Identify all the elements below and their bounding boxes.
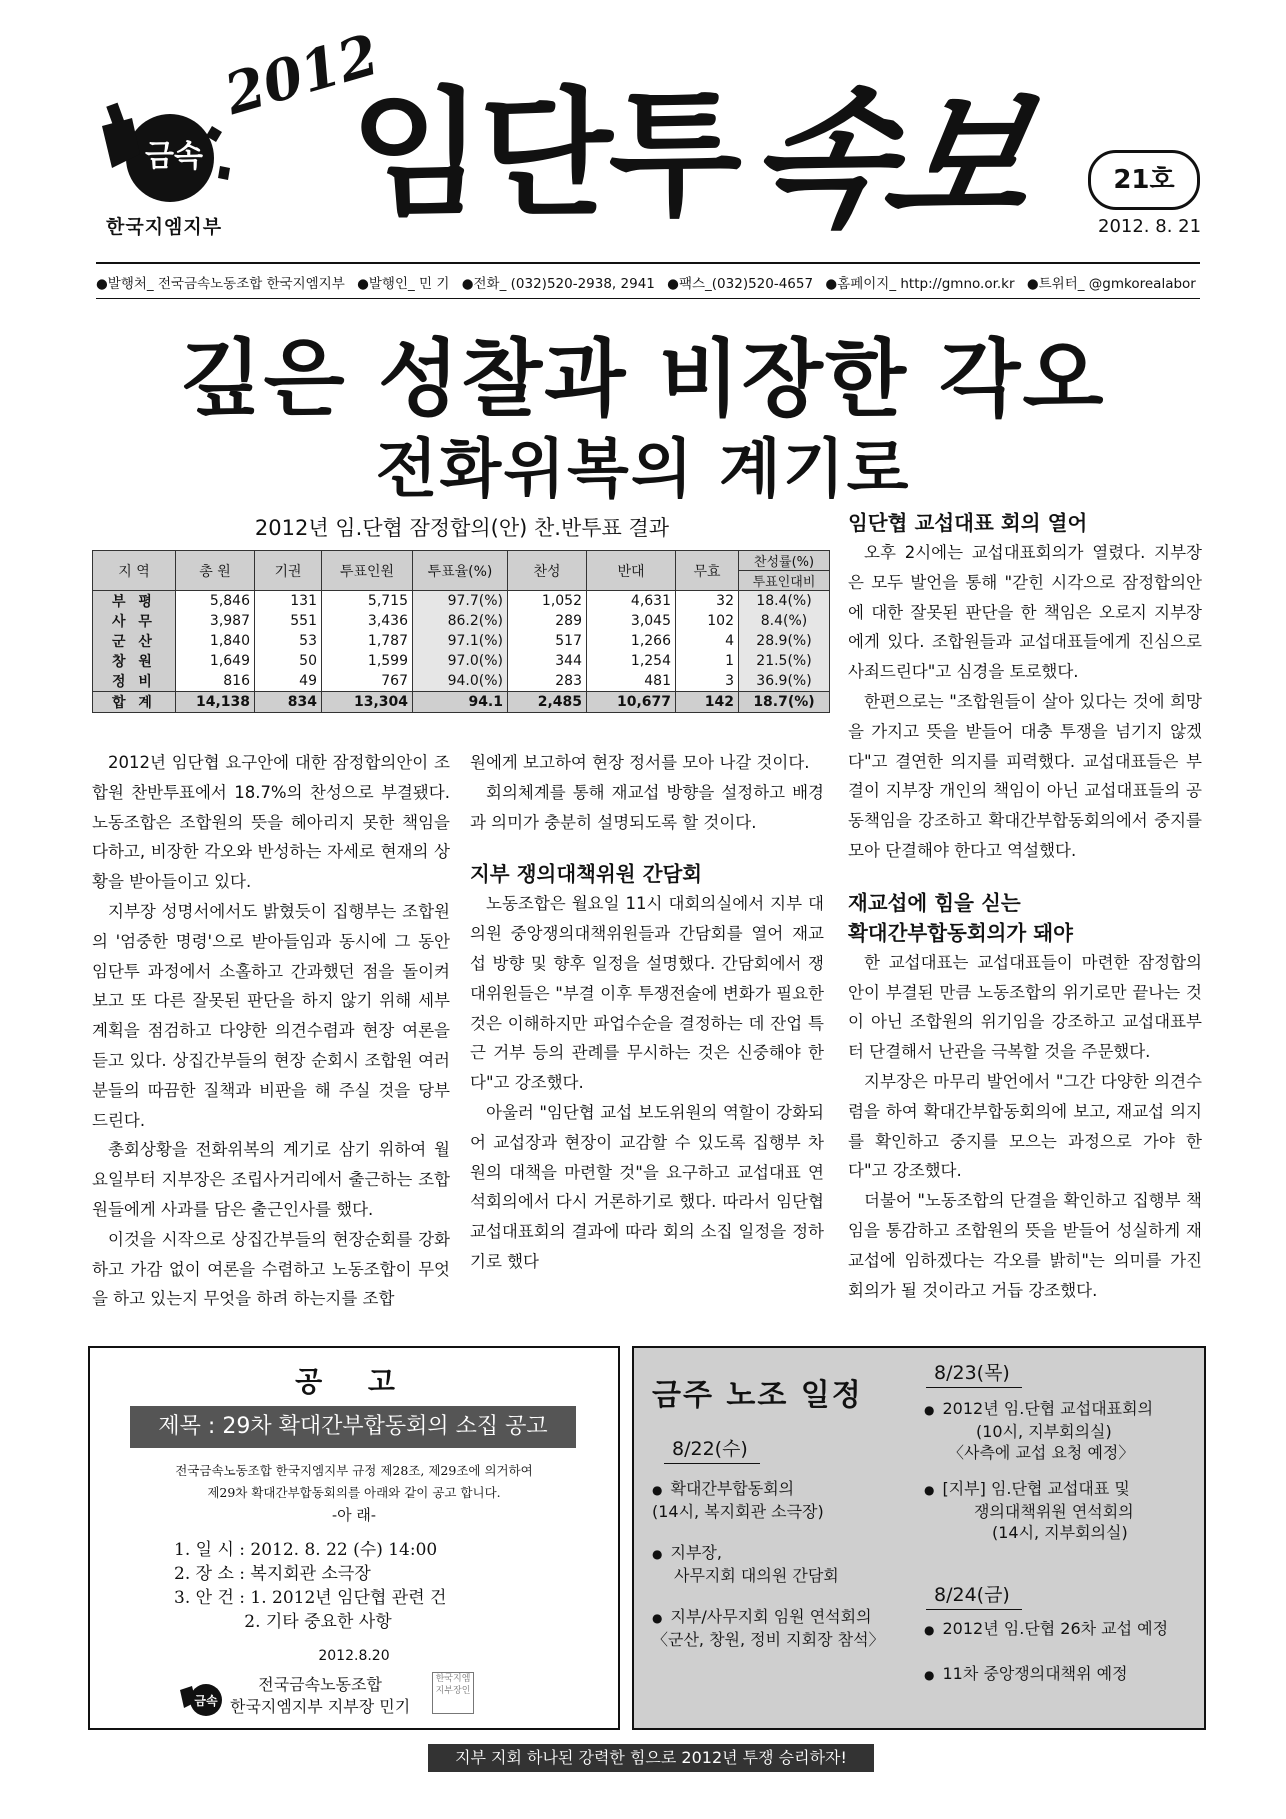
table-cell: 1,649 <box>176 651 255 671</box>
notice-agenda-list: 1. 일 시 : 2012. 8. 22 (수) 14:00 2. 장 소 : 복지회관 소극장 3. 안 건 : 1. 2012년 임단협 관련 건 2. 기타 중요한 사항 <box>174 1540 447 1632</box>
table-cell: 3,045 <box>587 611 676 631</box>
table-title: 2012년 임.단협 잠정합의(안) 찬.반투표 결과 <box>254 516 670 540</box>
table-cell: 53 <box>255 631 322 651</box>
table-row <box>93 671 830 692</box>
paragraph: 아울러 "임단협 교섭 보도위원의 역할이 강화되어 교섭장과 현장이 교감할 수 있도록 집행부 차원의 대책을 마련할 것"을 요구하고 교섭대표 연석회의에서 다시 거론하기로 했다. 따라서 임단협 교섭대표회의 결과에 따라 회의 소집 일정을 정하기로 했다 <box>470 1102 824 1271</box>
table-row <box>93 631 830 651</box>
table-header: 지 역 <box>93 551 176 591</box>
table-cell: 94.0(%) <box>413 671 508 692</box>
table-cell: 131 <box>255 591 322 612</box>
table-cell: 283 <box>508 671 587 692</box>
table-cell: 86.2(%) <box>413 611 508 631</box>
table-cell: 3,436 <box>322 611 413 631</box>
schedule-item-detail: (14시, 지부회의실) <box>992 1523 1128 1542</box>
table-cell: 50 <box>255 651 322 671</box>
schedule-day-items <box>924 1618 1194 1701</box>
section-heading: 재교섭에 힘을 싣는 <box>848 890 1021 915</box>
paragraph: 회의체계를 통해 재교섭 방향을 설정하고 배경과 의미가 충분히 설명되도록 할 것이다. <box>470 782 824 832</box>
table-cell: 481 <box>587 671 676 692</box>
paragraph: 총회상황을 전화위복의 계기로 삼기 위하여 월요일부터 지부장은 조립사거리에서 출근하는 조합원들에게 사과를 담은 출근인사를 했다. <box>92 1140 450 1219</box>
schedule-item-detail: (14시, 복지회관 소극장) <box>652 1502 824 1521</box>
table-cell: 1,599 <box>322 651 413 671</box>
table-cell: 1,052 <box>508 591 587 612</box>
vote-results-table <box>92 550 830 713</box>
schedule-item <box>924 1398 1194 1463</box>
schedule-item <box>924 1478 1194 1543</box>
table-header: 투표인원 <box>322 551 413 591</box>
notice-subject: 제목 : 29차 확대간부합동회의 소집 공고 <box>130 1406 576 1448</box>
table-cell: 32 <box>676 591 739 612</box>
table-row <box>93 591 830 612</box>
schedule-day: 8/22(수) <box>664 1434 760 1464</box>
schedule-title: 금주 노조 일정 <box>652 1378 863 1413</box>
schedule-item-title: ● 확대간부합동회의 <box>652 1478 912 1501</box>
table-header: 찬성률(%) <box>739 551 830 571</box>
section-heading: 지부 쟁의대책위원 간담회 <box>470 862 703 887</box>
paragraph: 이것을 시작으로 상집간부들의 현장순회를 강화하고 가감 없이 여론을 수렴하고 노동조합이 무엇을 하고 있는지 무엇을 하려 하는지를 조합 <box>92 1229 450 1309</box>
region-cell: 부 평 <box>93 591 176 612</box>
paragraph: 지부장 성명서에서도 밝혔듯이 집행부는 조합원의 '엄중한 명령'으로 받아들임과 동시에 그 동안 임단투 과정에서 소홀하고 간과했던 점을 돌이켜 보고 또 다른 잘못된 판단을 하지 않기 위해 세부계획을 점검하고 다양한 의견수렴과 현장 여론을 듣고 있다. 상집간부들의 현장 순회시 조합원 여러분들의 따끔한 질책과 비판을 해 주실 것을 당부 드린다. <box>92 901 450 1130</box>
table-cell: 289 <box>508 611 587 631</box>
table-cell: 18.4(%) <box>739 591 830 612</box>
schedule-item <box>924 1663 1194 1686</box>
union-name: 한국지엠지부 <box>106 216 223 238</box>
region-cell: 사 무 <box>93 611 176 631</box>
schedule-item-title: ● 지부장, <box>652 1542 912 1565</box>
article-column-2 <box>470 748 824 1277</box>
table-cell: 834 <box>255 692 322 713</box>
signature-line: 한국지엠지부 지부장 민기 <box>230 1697 411 1716</box>
schedule-item-detail: 〈사측에 교섭 요청 예정〉 <box>948 1443 1135 1462</box>
table-cell: 551 <box>255 611 322 631</box>
masthead-sokbo: 속보 <box>734 74 1040 246</box>
schedule-item-title: ● 11차 중앙쟁의대책위 예정 <box>924 1663 1194 1686</box>
official-stamp: 한국지엠 지부장인 <box>432 1672 474 1714</box>
table-header: 기권 <box>255 551 322 591</box>
schedule-item-detail: 쟁의대책위원 연석회의 <box>974 1502 1134 1521</box>
table-cell: 4 <box>676 631 739 651</box>
article-column-1 <box>92 748 450 1314</box>
table-header: 찬성 <box>508 551 587 591</box>
section-heading: 임단협 교섭대표 회의 열어 <box>848 511 1088 535</box>
paragraph: 한편으로는 "조합원들이 살아 있다는 것에 희망을 가지고 뜻을 받들어 대충 투쟁을 넘기지 않겠다"고 결연한 의지를 피력했다. 교섭대표들은 부결이 지부장 개인의 책임이 아닌 교섭대표들의 공동책임을 강조하고 확대간부합동회의에서 중지를 모아 단결해야 한다고 역설했다. <box>848 691 1202 860</box>
union-logo <box>92 96 240 208</box>
fax: ●팩스_(032)520-4657 <box>667 276 814 292</box>
table-cell: 344 <box>508 651 587 671</box>
notice-date: 2012.8.20 <box>318 1648 390 1664</box>
masthead-title: 임단투 <box>350 74 738 235</box>
table-cell: 36.9(%) <box>739 671 830 692</box>
table-cell: 13,304 <box>322 692 413 713</box>
table-header-row <box>93 551 830 571</box>
logo-text: 금속 <box>145 139 203 174</box>
table-cell: 5,715 <box>322 591 413 612</box>
headline-main: 깊은 성찰과 비장한 각오 <box>180 330 1106 428</box>
phone: ●전화_ (032)520-2938, 2941 <box>461 276 655 292</box>
paragraph: 오후 2시에는 교섭대표회의가 열렸다. 지부장은 모두 발언을 통해 "갇힌 시각으로 잠정합의안에 대한 잘못된 판단을 한 책임은 오로지 지부장에게 있다. 조합원들과 교섭대표들에게 진심으로 사죄드린다"고 심경을 토로했다. <box>848 543 1202 682</box>
publisher: ●발행처_ 전국금속노동조합 한국지엠지부 <box>96 276 345 292</box>
signature-line: 전국금속노동조합 <box>258 1675 382 1694</box>
paragraph: 원에게 보고하여 현장 정서를 모아 나갈 것이다. <box>470 753 810 772</box>
table-cell: 97.1(%) <box>413 631 508 651</box>
notice-body-line: 제29차 확대간부합동회의를 아래와 같이 공고 합니다. <box>207 1485 501 1500</box>
table-row <box>93 611 830 631</box>
table-cell: 8.4(%) <box>739 611 830 631</box>
table-header: 총 원 <box>176 551 255 591</box>
schedule-item-detail: 사무지회 대의원 간담회 <box>674 1566 839 1585</box>
region-cell: 합 계 <box>93 692 176 713</box>
logo-text: 금속 <box>194 1694 218 1708</box>
paragraph: 한 교섭대표는 교섭대표들이 마련한 잠정합의안이 부결된 만큼 노동조합의 위기로만 끝나는 것이 아닌 조합원의 위기임을 강조하고 교섭대표부터 단결해서 난관을 극복할 것을 주문했다. <box>848 952 1202 1062</box>
schedule-item-title: ● 지부/사무지회 임원 연석회의 <box>652 1606 912 1629</box>
table-cell: 97.0(%) <box>413 651 508 671</box>
notice-below-label: -아 래- <box>332 1506 376 1524</box>
schedule-day-items <box>924 1398 1194 1558</box>
footer-slogan: 지부 지회 하나된 강력한 힘으로 2012년 투쟁 승리하자! <box>428 1744 874 1772</box>
table-cell: 1 <box>676 651 739 671</box>
table-header: 투표율(%) <box>413 551 508 591</box>
notice-body <box>90 1460 618 1526</box>
schedule-item <box>652 1542 912 1586</box>
table-cell: 21.5(%) <box>739 651 830 671</box>
table-header: 투표인대비 <box>739 571 830 591</box>
paragraph: 지부장은 마무리 발언에서 "그간 다양한 의견수렴을 하여 확대간부합동회의에 보고, 재교섭 의지를 확인하고 중지를 모으는 과정으로 가야 한다"고 강조했다. <box>848 1071 1202 1181</box>
region-cell: 창 원 <box>93 651 176 671</box>
table-cell: 1,787 <box>322 631 413 651</box>
table-cell: 18.7(%) <box>739 692 830 713</box>
notice-signature <box>230 1674 410 1718</box>
table-cell: 517 <box>508 631 587 651</box>
publication-info <box>96 262 1200 299</box>
paragraph: 노동조합은 월요일 11시 대회의실에서 지부 대의원 중앙쟁의대책위원들과 간담회를 열어 재교섭 방향 및 향후 일정을 설명했다. 간담회에서 쟁대위원들은 "부결 이후 투쟁전술에 변화가 필요한 것은 이해하지만 파업수순을 결정하는 데 잔업 특근 거부 등의 관례를 무시하는 것은 신중해야 한다"고 강조했다. <box>470 894 824 1093</box>
schedule-item <box>924 1618 1194 1641</box>
table-cell: 3,987 <box>176 611 255 631</box>
article-column-3 <box>848 508 1202 1305</box>
table-cell: 5,846 <box>176 591 255 612</box>
schedule-item-detail: (10시, 지부회의실) <box>976 1422 1112 1441</box>
schedule-item <box>652 1478 912 1522</box>
notice-body-line: 전국금속노동조합 한국지엠지부 규정 제28조, 제29조에 의거하여 <box>175 1463 533 1478</box>
table-header: 반대 <box>587 551 676 591</box>
table-cell: 97.7(%) <box>413 591 508 612</box>
paragraph: 더불어 "노동조합의 단결을 확인하고 집행부 책임을 통감하고 조합원의 뜻을 받들어 성실하게 재교섭에 임하겠다는 각오를 밝히"는 의미를 가진 회의가 될 것이라고 거듭 강조했다. <box>848 1191 1202 1300</box>
table-cell: 49 <box>255 671 322 692</box>
table-cell: 10,677 <box>587 692 676 713</box>
table-cell: 816 <box>176 671 255 692</box>
issue-number: 21호 <box>1088 150 1200 210</box>
schedule-item-title: ● [지부] 임.단협 교섭대표 및 <box>924 1478 1194 1501</box>
table-cell: 1,840 <box>176 631 255 651</box>
schedule-item-title: ● 2012년 임.단협 교섭대표회의 <box>924 1398 1194 1421</box>
schedule-item <box>652 1606 912 1650</box>
schedule-day: 8/24(금) <box>926 1580 1022 1610</box>
paragraph: 2012년 임단협 요구안에 대한 잠정합의안이 조합원 찬반투표에서 18.7%의 찬성으로 부결됐다. 노동조합은 조합원의 뜻을 헤아리지 못한 책임을 다하고, 비장한 각오와 반성하는 자세로 현재의 상황을 받아들이고 있다. <box>92 753 450 892</box>
region-cell: 군 산 <box>93 631 176 651</box>
table-cell: 28.9(%) <box>739 631 830 651</box>
table-cell: 1,266 <box>587 631 676 651</box>
schedule-day-items <box>652 1478 912 1665</box>
table-cell: 3 <box>676 671 739 692</box>
notice-title: 공 고 <box>295 1365 413 1398</box>
homepage-link[interactable]: ●홈페이지_ http://gmno.or.kr <box>825 276 1015 292</box>
region-cell: 정 비 <box>93 671 176 692</box>
table-cell: 14,138 <box>176 692 255 713</box>
year-label: 2012 <box>217 21 386 128</box>
table-cell: 2,485 <box>508 692 587 713</box>
table-header: 무효 <box>676 551 739 591</box>
table-cell: 767 <box>322 671 413 692</box>
table-total-row <box>93 692 830 713</box>
schedule-day: 8/23(목) <box>926 1358 1022 1388</box>
table-cell: 1,254 <box>587 651 676 671</box>
section-heading: 확대간부합동회의가 돼야 <box>848 920 1073 945</box>
headline-sub: 전화위복의 계기로 <box>375 433 911 507</box>
schedule-item-title: ● 2012년 임.단협 26차 교섭 예정 <box>924 1618 1194 1641</box>
schedule-box <box>632 1346 1206 1730</box>
table-cell: 94.1 <box>413 692 508 713</box>
table-row <box>93 651 830 671</box>
twitter-link[interactable]: ●트위터_ @gmkorealabor <box>1026 276 1196 292</box>
table-cell: 4,631 <box>587 591 676 612</box>
issuer: ●발행인_ 민 기 <box>357 276 450 292</box>
schedule-item-detail: 〈군산, 창원, 정비 지회장 참석〉 <box>652 1630 885 1649</box>
union-logo-small <box>176 1678 228 1718</box>
table-cell: 102 <box>676 611 739 631</box>
issue-date: 2012. 8. 21 <box>1098 216 1202 237</box>
table-cell: 142 <box>676 692 739 713</box>
notice-box <box>88 1346 620 1730</box>
